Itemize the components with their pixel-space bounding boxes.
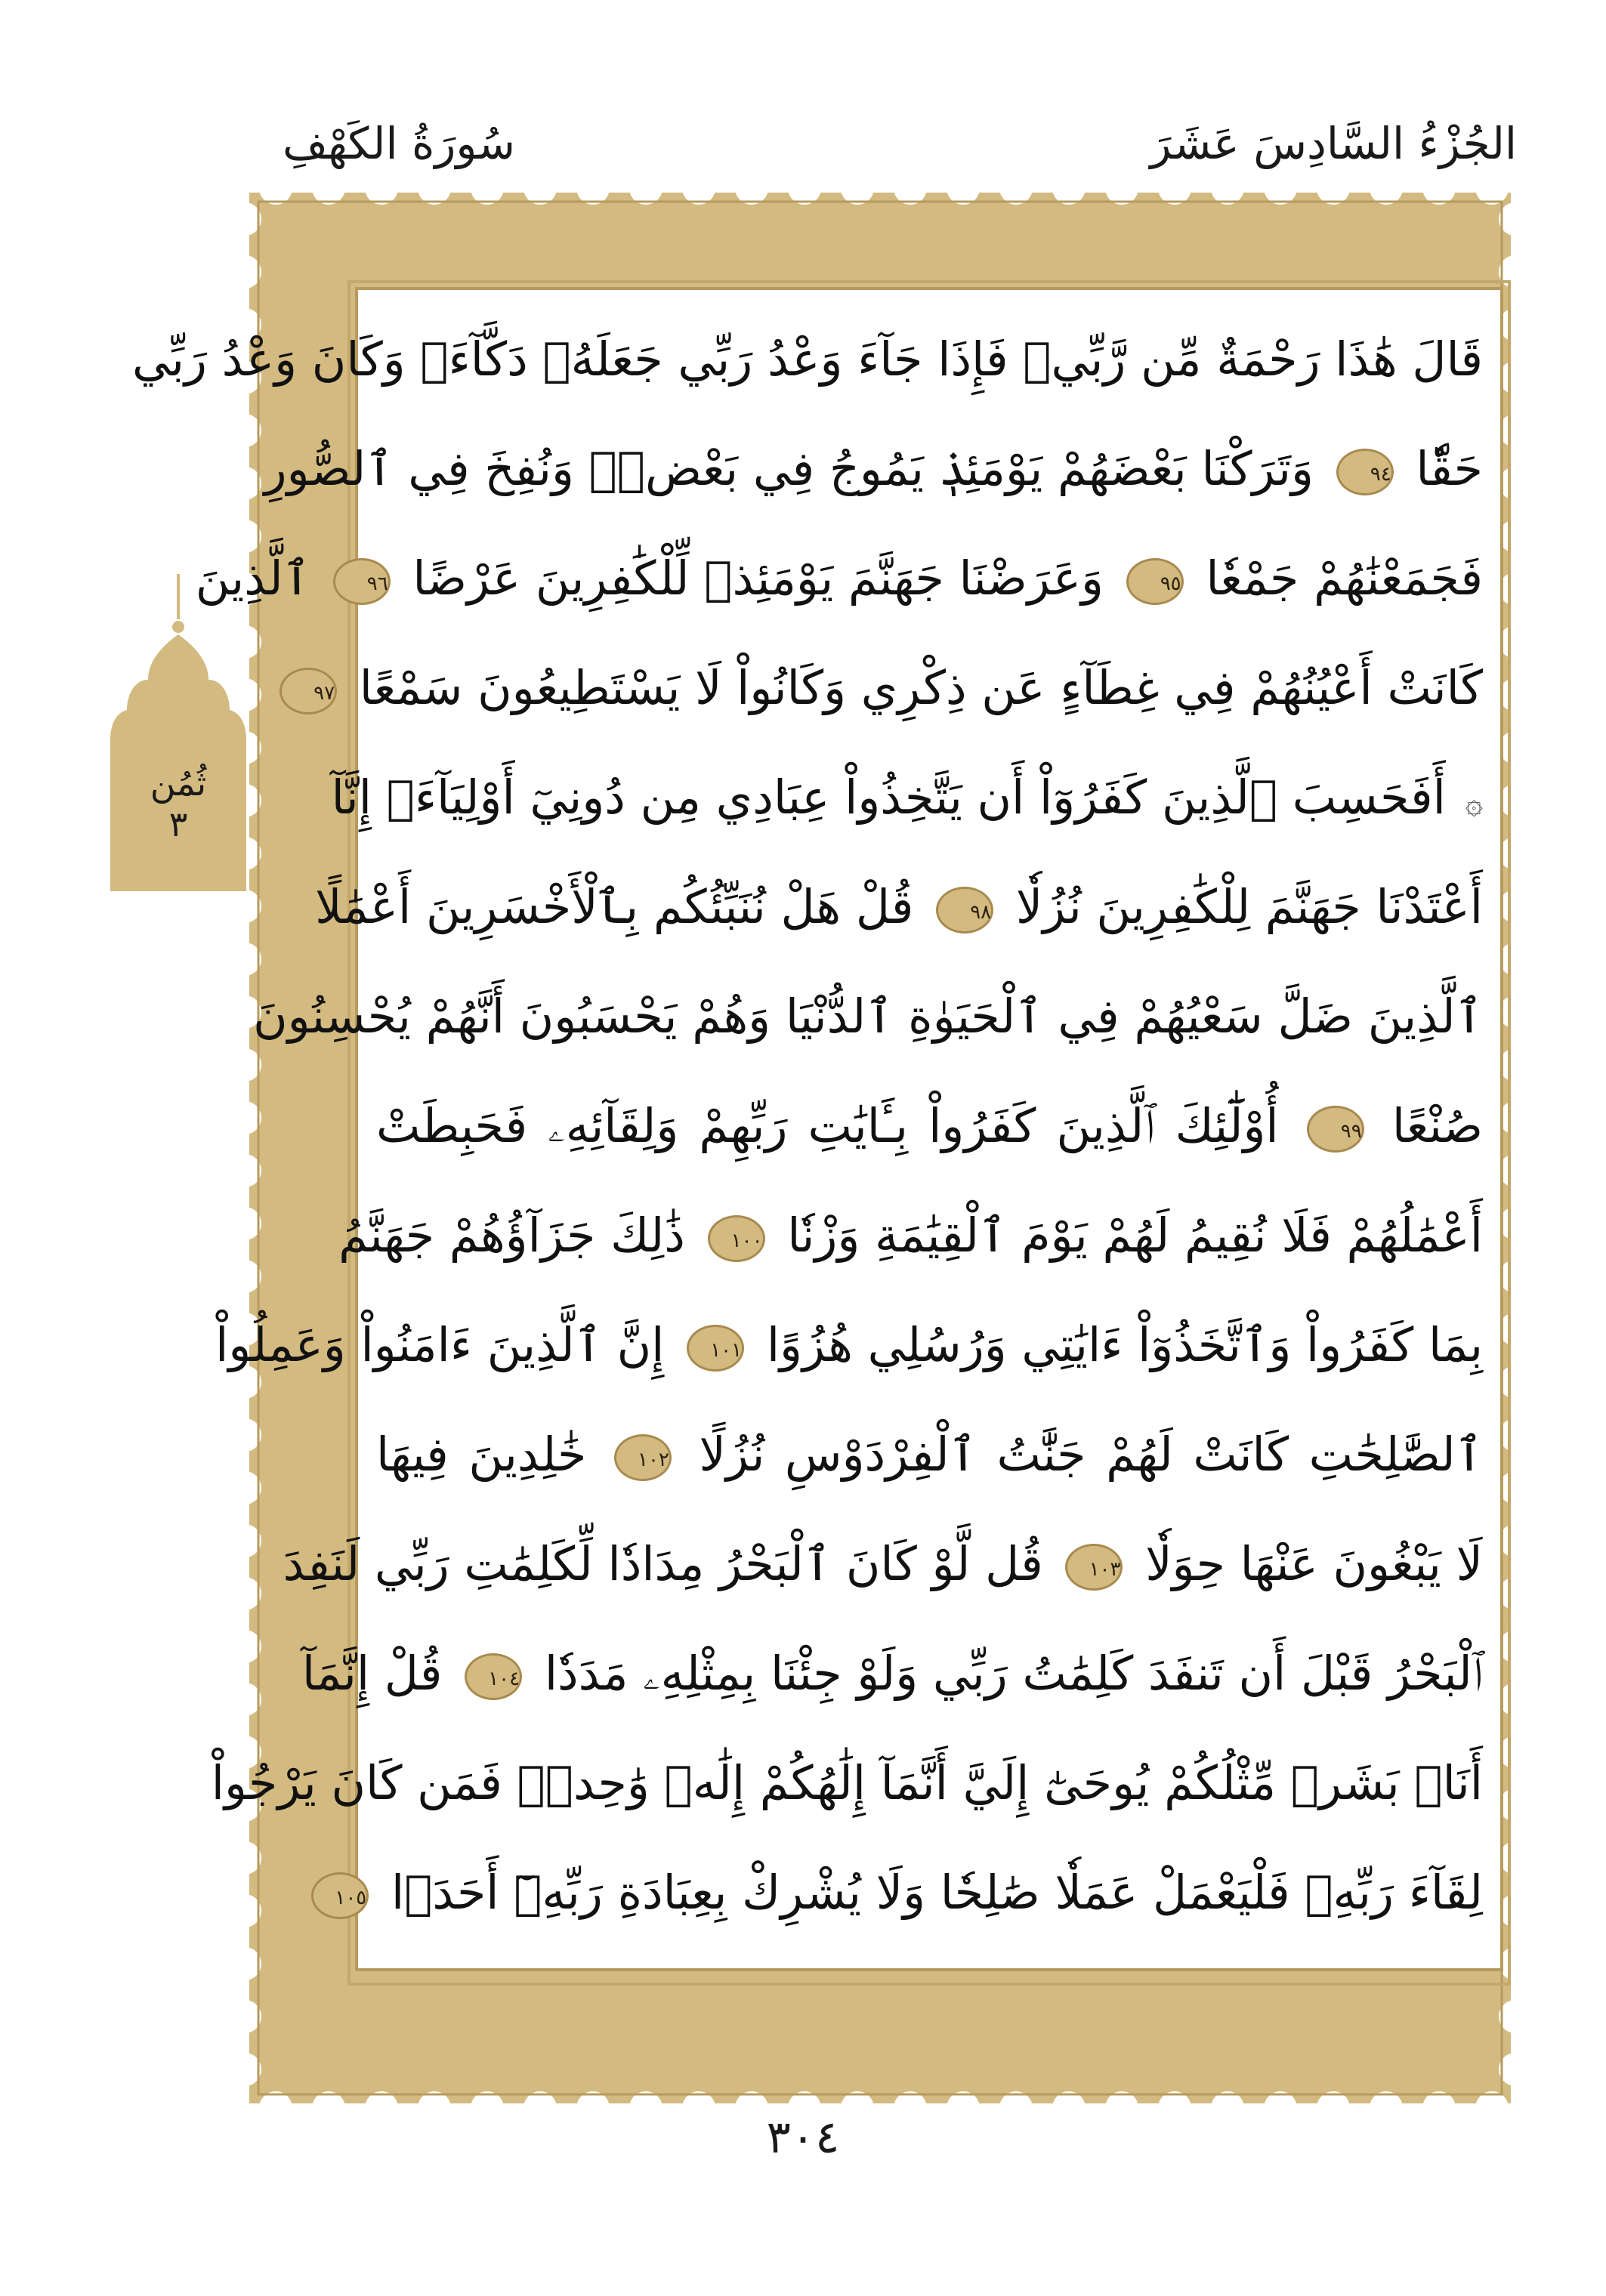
hizb-star-icon: ۞ bbox=[1465, 786, 1483, 821]
verse-line bbox=[253, 974, 1483, 1059]
frame-scallop bbox=[1264, 171, 1297, 205]
verse-text: ٱلْبَحْرُ قَبْلَ أَن تَنفَدَ كَلِمَٰتُ رَبِّي وَلَوْ جِئْنَا بِمِثْلِهِۦ مَدَدٗا bbox=[544, 1646, 1483, 1701]
ayah-number-marker: ١٠٢ bbox=[614, 1434, 672, 1481]
thumn-label bbox=[104, 763, 252, 844]
frame-scallop bbox=[1422, 171, 1456, 205]
frame-scallop bbox=[1499, 1736, 1532, 1769]
verse-text: ٱلصَّٰلِحَٰتِ كَانَتْ لَهُمْ جَنَّٰتُ ٱلْفِرْدَوْسِ نُزُلًا bbox=[699, 1427, 1483, 1482]
frame-scallop bbox=[1499, 1894, 1532, 1927]
verse-text: كَانَتْ أَعْيُنُهُمْ فِي غِطَآءٍ عَن ذِكْرِي وَكَانُواْ لَا يَسْتَطِيعُونَ سَمْعًا bbox=[359, 660, 1483, 715]
frame-scallop bbox=[1499, 1947, 1532, 1980]
frame-scallop bbox=[1499, 572, 1532, 606]
frame-scallop bbox=[1499, 1418, 1532, 1452]
frame-scallop bbox=[629, 171, 662, 205]
verse-line bbox=[283, 1522, 1483, 1606]
frame-scallop bbox=[894, 171, 927, 205]
frame-scallop bbox=[1499, 625, 1532, 659]
frame-scallop bbox=[312, 171, 345, 205]
frame-scallop bbox=[228, 890, 261, 923]
frame-scallop bbox=[1499, 1788, 1532, 1822]
verse-text: بِمَا كَفَرُواْ وَٱتَّخَذُوٓاْ ءَايَٰتِي وَرُسُلِي هُزُوًا bbox=[766, 1317, 1483, 1372]
verse-text: قُلْ هَلْ نُنَبِّئُكُم بِٱلْأَخْسَرِينَ أَعْمَٰلًا bbox=[315, 879, 914, 934]
verse-text: خَٰلِدِينَ فِيهَا bbox=[376, 1427, 587, 1482]
frame-scallop bbox=[1499, 2053, 1532, 2086]
ayah-number-marker: ١٠٣ bbox=[1065, 1544, 1123, 1591]
thumn-number: ٣ bbox=[168, 804, 188, 844]
surah-title: سُورَةُ الكَهْفِ bbox=[283, 118, 515, 169]
verse-text: حَقّٗا bbox=[1416, 441, 1483, 496]
frame-scallop bbox=[1317, 171, 1350, 205]
verse-line bbox=[338, 1193, 1483, 1278]
frame-scallop bbox=[1499, 1471, 1532, 1504]
verse-text: فَجَمَعْنَٰهُمْ جَمْعٗا bbox=[1206, 551, 1483, 606]
frame-scallop bbox=[1499, 202, 1532, 236]
verse-line bbox=[211, 1741, 1483, 1825]
frame-scallop bbox=[576, 171, 610, 205]
frame-scallop bbox=[228, 1841, 261, 1875]
verse-text: إِنَّ ٱلَّذِينَ ءَامَنُواْ وَعَمِلُواْ bbox=[215, 1317, 665, 1372]
frame-scallop bbox=[947, 171, 980, 205]
ayah-number-marker: ٩٤ bbox=[1336, 449, 1394, 495]
frame-scallop bbox=[418, 171, 451, 205]
frame-scallop bbox=[228, 1154, 261, 1187]
verse-text: قَالَ هَٰذَا رَحْمَةٌ مِّن رَّبِّيۖ فَإِذَا جَآءَ وَعْدُ رَبِّي جَعَلَهُۥ دَكَّآءَۖ وَكَانَ وَعْدُ رَبِّي bbox=[132, 332, 1483, 387]
frame-scallop bbox=[228, 1683, 261, 1716]
verse-line bbox=[313, 646, 1483, 730]
verse-line bbox=[264, 427, 1483, 511]
frame-scallop bbox=[1499, 361, 1532, 394]
frame-scallop bbox=[1499, 1841, 1532, 1875]
frame-scallop bbox=[365, 171, 398, 205]
frame-scallop bbox=[1499, 1101, 1532, 1134]
verse-text: لَا يَبْغُونَ عَنْهَا حِوَلٗا bbox=[1145, 1536, 1483, 1591]
frame-scallop bbox=[1105, 171, 1138, 205]
verse-text: صُنْعًا bbox=[1391, 1098, 1483, 1153]
frame-scallop bbox=[228, 414, 261, 447]
frame-scallop bbox=[1499, 1524, 1532, 1557]
verse-text: ٱلَّذِينَ ضَلَّ سَعْيُهُمْ فِي ٱلْحَيَوٰةِ ٱلدُّنْيَا وَهُمْ يَحْسَبُونَ أَنَّهُمْ يُحْسِنُونَ bbox=[253, 989, 1483, 1044]
verse-line bbox=[376, 1412, 1483, 1497]
frame-scallop bbox=[1499, 1683, 1532, 1716]
frame-scallop bbox=[228, 2000, 261, 2033]
frame-scallop bbox=[682, 171, 715, 205]
frame-scallop bbox=[1499, 943, 1532, 976]
frame-scallop bbox=[228, 467, 261, 500]
frame-scallop bbox=[228, 1524, 261, 1557]
frame-scallop bbox=[228, 1207, 261, 1240]
frame-scallop bbox=[228, 1947, 261, 1980]
verse-text: ٱلَّذِينَ bbox=[195, 551, 310, 606]
frame-scallop bbox=[1499, 1366, 1532, 1399]
verse-text: وَتَرَكْنَا بَعْضَهُمْ يَوْمَئِذٖ يَمُوجُ فِي بَعْضٖۖ وَنُفِخَ فِي ٱلصُّورِ bbox=[264, 441, 1314, 496]
frame-scallop bbox=[1499, 1577, 1532, 1610]
frame-scallop bbox=[228, 1418, 261, 1452]
frame-scallop bbox=[1158, 171, 1191, 205]
verse-text: وَعَرَضْنَا جَهَنَّمَ يَوْمَئِذٖ لِّلْكَٰفِرِينَ عَرْضًا bbox=[412, 551, 1104, 606]
frame-scallop bbox=[999, 171, 1033, 205]
ayah-number-marker: ١٠٠ bbox=[708, 1215, 765, 1262]
verse-text: لِقَآءَ رَبِّهِۦ فَلْيَعْمَلْ عَمَلٗا صَٰلِحٗا وَلَا يُشْرِكْ بِعِبَادَةِ رَبِّهِۦٓ أَحَدَۢا bbox=[391, 1865, 1483, 1920]
verse-text: أَفَحَسِبَ ٱلَّذِينَ كَفَرُوٓاْ أَن يَتَّخِذُواْ عِبَادِي مِن دُونِيٓ أَوْلِيَآءَۚ إِنَّآ bbox=[331, 770, 1446, 825]
frame-scallop bbox=[228, 2053, 261, 2086]
frame-scallop bbox=[1499, 414, 1532, 447]
ayah-number-marker: ١٠٤ bbox=[465, 1653, 522, 1700]
frame-scallop bbox=[1499, 1630, 1532, 1663]
frame-scallop bbox=[1499, 308, 1532, 341]
verse-line bbox=[195, 536, 1483, 621]
frame-scallop bbox=[1499, 731, 1532, 764]
frame-scallop bbox=[1499, 1048, 1532, 1082]
ayah-number-marker: ١٠٥ bbox=[311, 1872, 369, 1919]
thumn-label-text: ثُمُن bbox=[150, 763, 207, 804]
verse-text: أَنَا۠ بَشَرٞ مِّثْلُكُمْ يُوحَىٰٓ إِلَيَّ أَنَّمَآ إِلَٰهُكُمْ إِلَٰهٞ وَٰحِدٞۖ فَمَن كَانَ يَرْجُواْ bbox=[211, 1755, 1483, 1810]
frame-scallop bbox=[841, 171, 874, 205]
frame-scallop bbox=[1499, 467, 1532, 500]
frame-scallop bbox=[228, 1260, 261, 1293]
frame-scallop bbox=[1499, 255, 1532, 289]
frame-scallop bbox=[1370, 171, 1403, 205]
frame-scallop bbox=[228, 1101, 261, 1134]
frame-scallop bbox=[1499, 890, 1532, 923]
verse-line bbox=[376, 1084, 1483, 1168]
frame-scallop bbox=[1499, 784, 1532, 817]
verse-line bbox=[301, 1631, 1483, 1716]
ayah-number-marker: ٩٨ bbox=[936, 887, 993, 934]
verse-line bbox=[215, 1303, 1483, 1387]
frame-scallop bbox=[228, 1577, 261, 1610]
frame-scallop bbox=[1499, 837, 1532, 870]
verse-text: ذَٰلِكَ جَزَآؤُهُمْ جَهَنَّمُ bbox=[338, 1208, 685, 1263]
frame-scallop bbox=[1499, 1207, 1532, 1240]
juz-title: الجُزْءُ السَّادِسَ عَشَرَ bbox=[1150, 118, 1517, 169]
ayah-number-marker: ٩٥ bbox=[1126, 558, 1184, 605]
verse-line bbox=[331, 755, 1483, 840]
frame-scallop bbox=[471, 171, 504, 205]
verse-line bbox=[315, 865, 1483, 949]
ayah-number-marker: ٩٧ bbox=[280, 668, 337, 714]
page-number: ٣٠٤ bbox=[766, 2111, 840, 2164]
frame-scallop bbox=[1052, 171, 1086, 205]
frame-scallop bbox=[228, 1471, 261, 1504]
frame-scallop bbox=[1499, 2000, 1532, 2033]
frame-scallop bbox=[228, 943, 261, 976]
frame-scallop bbox=[228, 1894, 261, 1927]
verse-text: أَعْتَدْنَا جَهَنَّمَ لِلْكَٰفِرِينَ نُزُلٗا bbox=[1015, 879, 1483, 934]
frame-scallop bbox=[1499, 995, 1532, 1029]
frame-scallop bbox=[1499, 678, 1532, 711]
verse-text: أَعْمَٰلُهُمْ فَلَا نُقِيمُ لَهُمْ يَوْمَ ٱلْقِيَٰمَةِ وَزْنٗا bbox=[787, 1208, 1483, 1263]
verse-line bbox=[335, 1850, 1483, 1935]
frame-scallop bbox=[259, 171, 292, 205]
frame-scallop bbox=[1499, 1154, 1532, 1187]
frame-scallop bbox=[788, 171, 821, 205]
frame-scallop bbox=[735, 171, 768, 205]
ayah-number-marker: ٩٩ bbox=[1307, 1106, 1364, 1153]
verse-text: قُل لَّوْ كَانَ ٱلْبَحْرُ مِدَادٗا لِّكَلِمَٰتِ رَبِّي لَنَفِدَ bbox=[283, 1536, 1043, 1591]
frame-scallop bbox=[523, 171, 557, 205]
frame-scallop bbox=[1499, 1313, 1532, 1346]
verse-text: قُلْ إِنَّمَآ bbox=[301, 1646, 443, 1701]
frame-scallop bbox=[1475, 171, 1509, 205]
ayah-number-marker: ١٠١ bbox=[687, 1325, 744, 1372]
ayah-number-marker: ٩٦ bbox=[333, 558, 391, 605]
frame-scallop bbox=[228, 255, 261, 289]
frame-scallop bbox=[228, 1630, 261, 1663]
frame-scallop bbox=[1499, 1260, 1532, 1293]
verse-text: أُوْلَٰٓئِكَ ٱلَّذِينَ كَفَرُواْ بِـَٔايَٰتِ رَبِّهِمْ وَلِقَآئِهِۦ فَحَبِطَتْ bbox=[376, 1098, 1279, 1153]
frame-scallop bbox=[1211, 171, 1244, 205]
frame-scallop bbox=[228, 202, 261, 236]
frame-scallop bbox=[1499, 520, 1532, 553]
verse-line bbox=[132, 317, 1483, 402]
